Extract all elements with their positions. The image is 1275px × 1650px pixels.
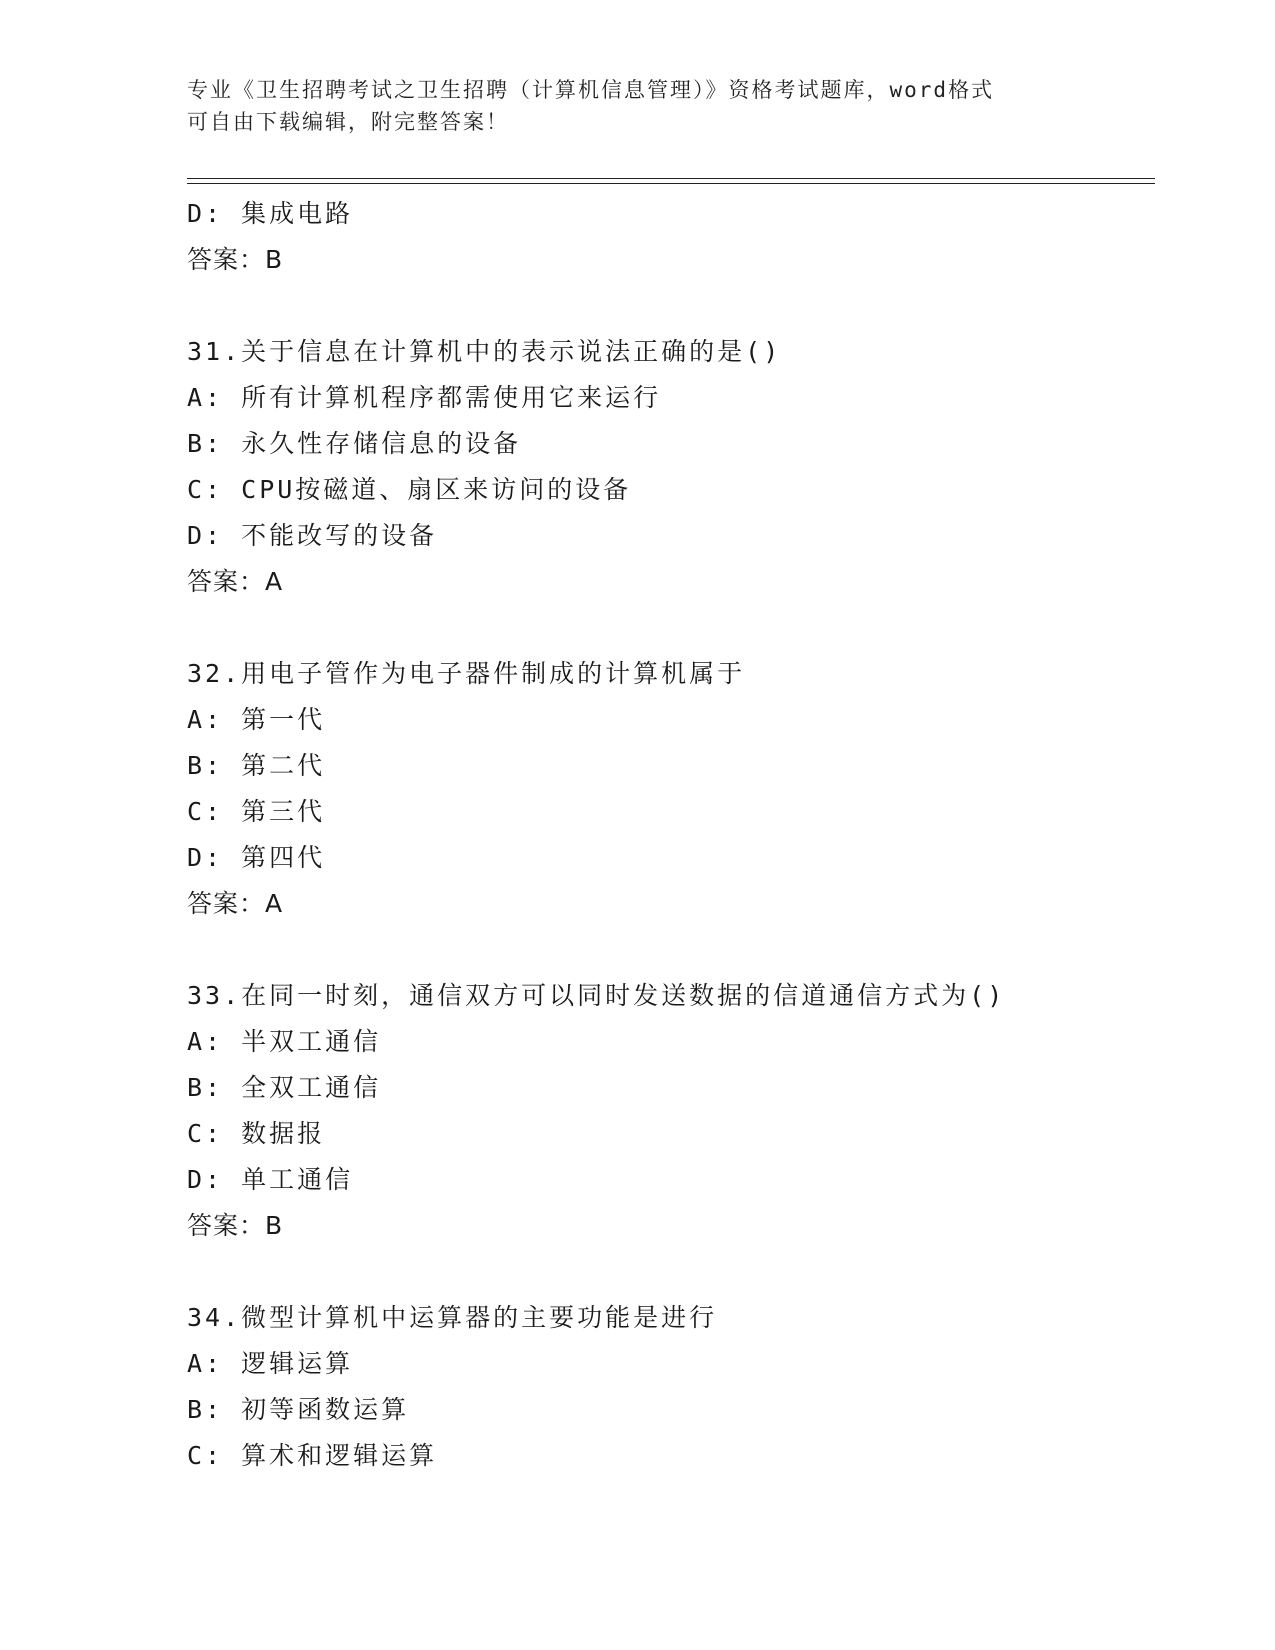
option-d: D: 不能改写的设备: [187, 521, 438, 550]
option-a: A: 第一代: [187, 705, 326, 734]
question-32: [187, 651, 1155, 927]
carryover-option-d: D: 集成电路: [187, 199, 354, 228]
spacer: [187, 1249, 1155, 1295]
question-title: 32.用电子管作为电子器件制成的计算机属于: [187, 659, 746, 688]
question-33: [187, 973, 1155, 1249]
question-title: 33.在同一时刻，通信双方可以同时发送数据的信道通信方式为(): [187, 981, 1006, 1010]
answer-line: 答案：A: [187, 889, 284, 918]
option-c: C: 数据报: [187, 1119, 326, 1148]
option-b: B: 全双工通信: [187, 1073, 382, 1102]
option-d: D: 第四代: [187, 843, 326, 872]
question-list: [187, 191, 1155, 1479]
option-a: A: 所有计算机程序都需使用它来运行: [187, 383, 662, 412]
question-31: [187, 329, 1155, 605]
question-title: 34.微型计算机中运算器的主要功能是进行: [187, 1303, 718, 1332]
option-a: A: 逻辑运算: [187, 1349, 354, 1378]
option-b: B: 第二代: [187, 751, 326, 780]
carryover-answer: 答案：B: [187, 245, 284, 274]
option-c: C: 第三代: [187, 797, 326, 826]
spacer: [187, 283, 1155, 329]
option-a: A: 半双工通信: [187, 1027, 382, 1056]
question-34: [187, 1295, 1155, 1479]
question-title: 31.关于信息在计算机中的表示说法正确的是(): [187, 337, 782, 366]
header-divider-bottom: [187, 183, 1155, 184]
option-d: D: 单工通信: [187, 1165, 354, 1194]
spacer: [187, 927, 1155, 973]
header-line-1: 专业《卫生招聘考试之卫生招聘（计算机信息管理）》资格考试题库，word格式: [187, 78, 995, 102]
document-header: [187, 74, 1087, 138]
option-b: B: 永久性存储信息的设备: [187, 429, 522, 458]
header-divider-top: [187, 178, 1155, 179]
answer-line: 答案：B: [187, 1211, 284, 1240]
answer-line: 答案：A: [187, 567, 284, 596]
spacer: [187, 605, 1155, 651]
option-b: B: 初等函数运算: [187, 1395, 410, 1424]
option-c: C: CPU按磁道、扇区来访问的设备: [187, 475, 632, 504]
header-line-2: 可自由下载编辑，附完整答案！: [187, 110, 509, 134]
option-c: C: 算术和逻辑运算: [187, 1441, 438, 1470]
